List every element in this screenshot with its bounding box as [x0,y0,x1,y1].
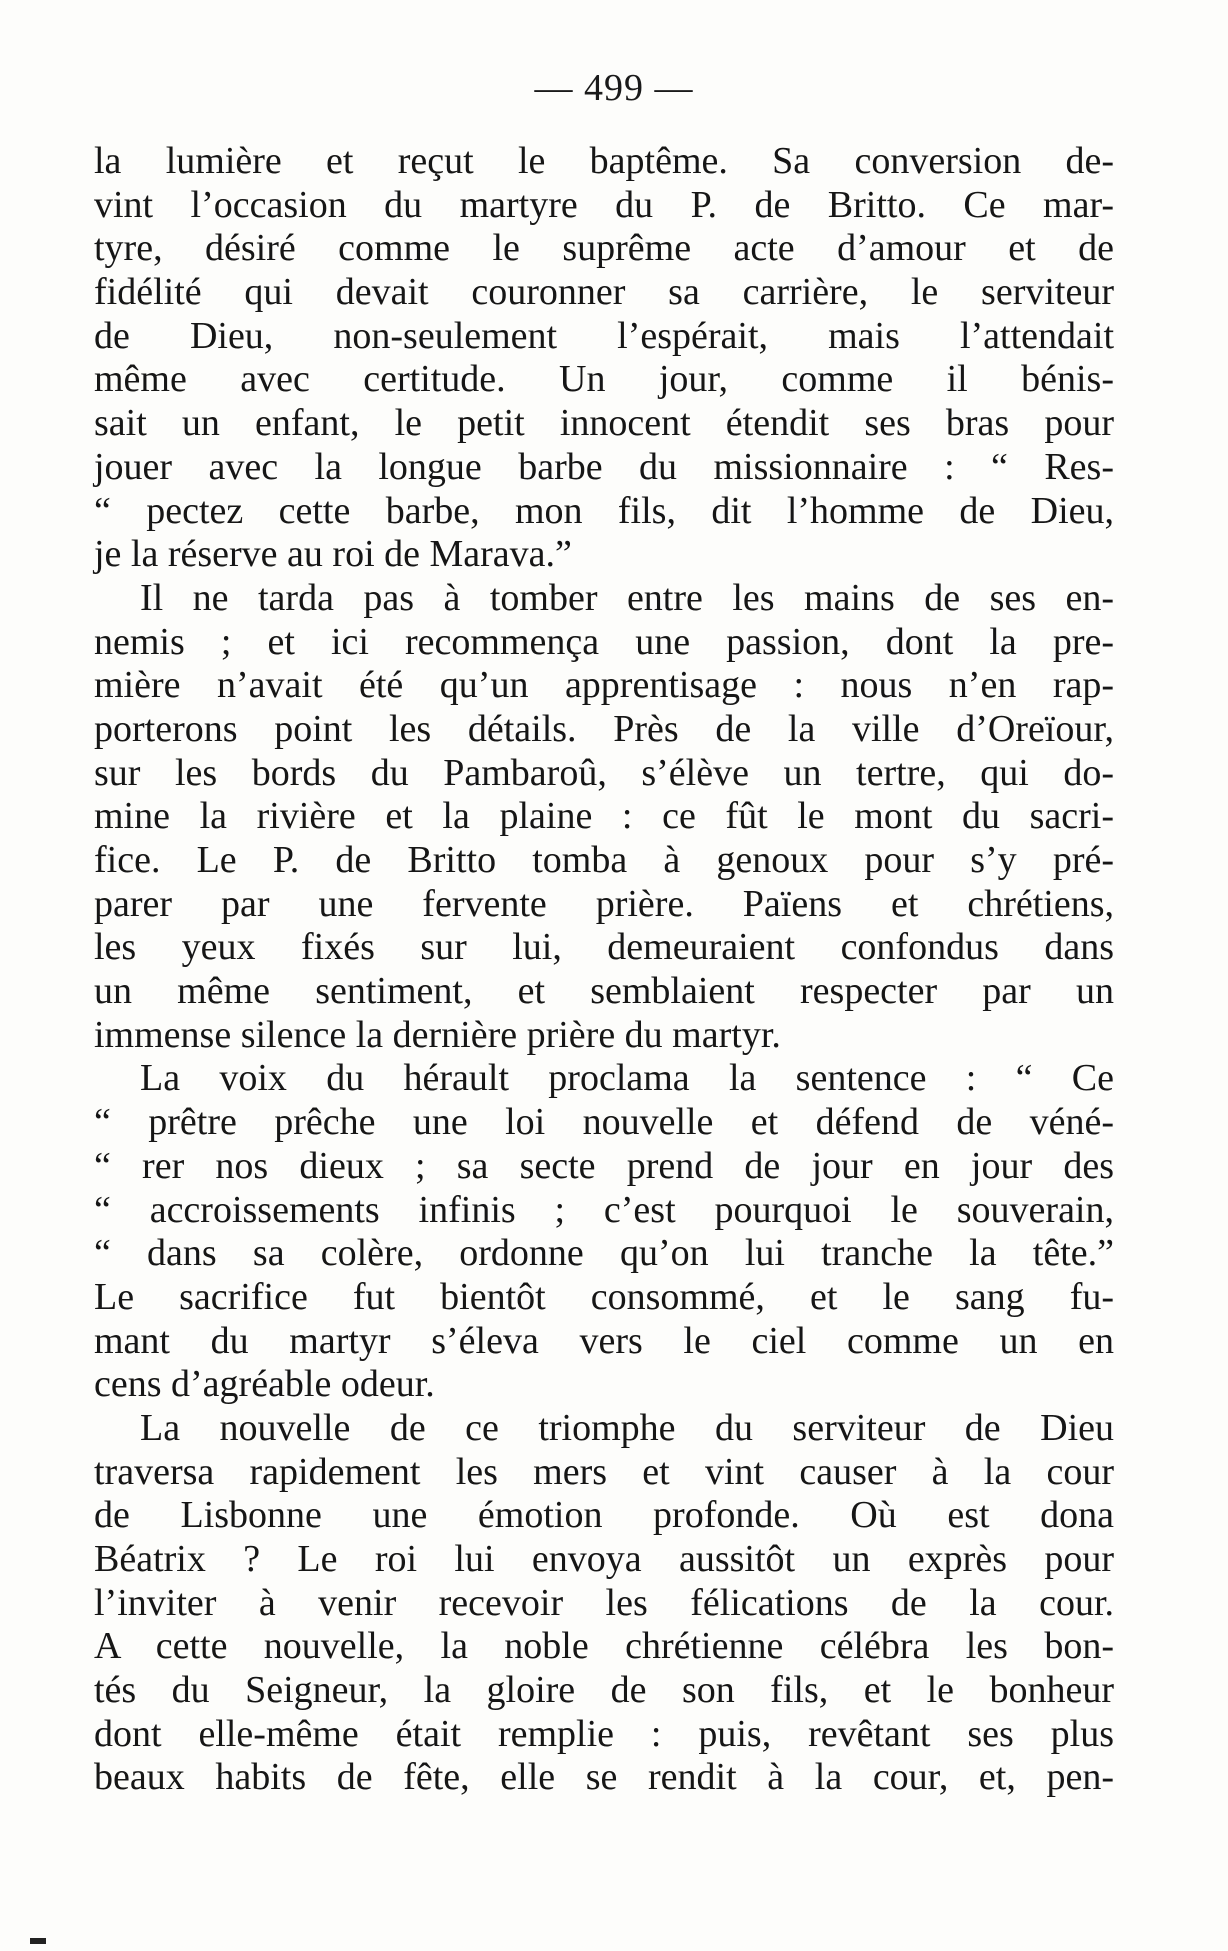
paragraph-start-line: Le sacrifice fut bientôt consommé, et le sang fu- [94,1275,1114,1318]
text-line: un même sentiment, et semblaient respecter par un [94,970,1114,1013]
text-line: tyre, désiré comme le suprême acte d’amour et de [94,227,1114,270]
text-line: vint l’occasion du martyre du P. de Britto. Ce mar- [94,183,1114,226]
text-line: “ dans sa colère, ordonne qu’on lui tranche la tête.” [94,1232,1114,1275]
text-line: de Lisbonne une émotion profonde. Où est dona [94,1494,1114,1537]
text-line: je la réserve au roi de Marava.” [94,533,572,576]
text-line: beaux habits de fête, elle se rendit à la cour, et, pen- [94,1756,1114,1799]
text-line: Béatrix ? Le roi lui envoya aussitôt un exprès pour [94,1538,1114,1580]
text-line: mière n’avait été qu’un apprentisage : nous n’en rap- [94,664,1114,707]
text-line: l’inviter à venir recevoir les félications de la cour. [94,1581,1114,1624]
text-line: mine la rivière et la plaine : ce fût le mont du sacri- [94,795,1114,838]
text-line: “ prêtre prêche une loi nouvelle et défend de véné- [94,1101,1114,1144]
text-line: immense silence la dernière prière du martyr. [94,1013,781,1056]
text-line: traversa rapidement les mers et vint causer à la cour [94,1450,1114,1493]
text-line: dont elle-même était remplie : puis, revêtant ses plus [94,1712,1114,1755]
text-line: jouer avec la longue barbe du missionnaire : “ Res- [94,445,1114,488]
text-line: même avec certitude. Un jour, comme il bénis- [94,358,1114,401]
paragraph-start-line: Il ne tarda pas à tomber entre les mains de ses en- [140,576,1114,619]
text-line: “ pectez cette barbe, mon fils, dit l’homme de Dieu, [94,489,1114,532]
text-line: “ accroissements infinis ; c’est pourquoi le souverain, [94,1188,1114,1231]
text-line: tés du Seigneur, la gloire de son fils, et le bonheur [94,1669,1114,1712]
text-line: parer par une fervente prière. Païens et chrétiens, [94,882,1114,925]
text-line: mant du martyr s’éleva vers le ciel comme un en [94,1319,1114,1362]
text-line: cens d’agréable odeur. [94,1363,435,1406]
text-line: sait un enfant, le petit innocent étendit ses bras pour [94,402,1114,445]
scan-edge-mark [30,1938,46,1944]
text-line: nemis ; et ici recommença une passion, dont la pre- [94,620,1114,663]
text-line: les yeux fixés sur lui, demeuraient confondus dans [94,926,1114,969]
paragraph-start-line: La nouvelle de ce triomphe du serviteur de Dieu [140,1406,1114,1449]
text-line: A cette nouvelle, la noble chrétienne célébra les bon- [94,1625,1114,1668]
text-line: porterons point les détails. Près de la ville d’Oreïour, [94,707,1114,750]
text-line: fidélité qui devait couronner sa carrière, le serviteur [94,271,1114,314]
text-line: fice. Le P. de Britto tomba à genoux pour s’y pré- [94,839,1114,881]
text-line: sur les bords du Pambaroû, s’élève un tertre, qui do- [94,751,1114,794]
text-line: de Dieu, non-seulement l’espérait, mais l’attendait [94,314,1114,357]
paragraph-start-line: La voix du hérault proclama la sentence : “ Ce [140,1057,1114,1100]
body-text [94,140,1114,1800]
page-number: — 499 — [534,67,694,109]
text-line: “ rer nos dieux ; sa secte prend de jour en jour des [94,1144,1114,1187]
text-line: la lumière et reçut le baptême. Sa conversion de- [94,140,1114,182]
